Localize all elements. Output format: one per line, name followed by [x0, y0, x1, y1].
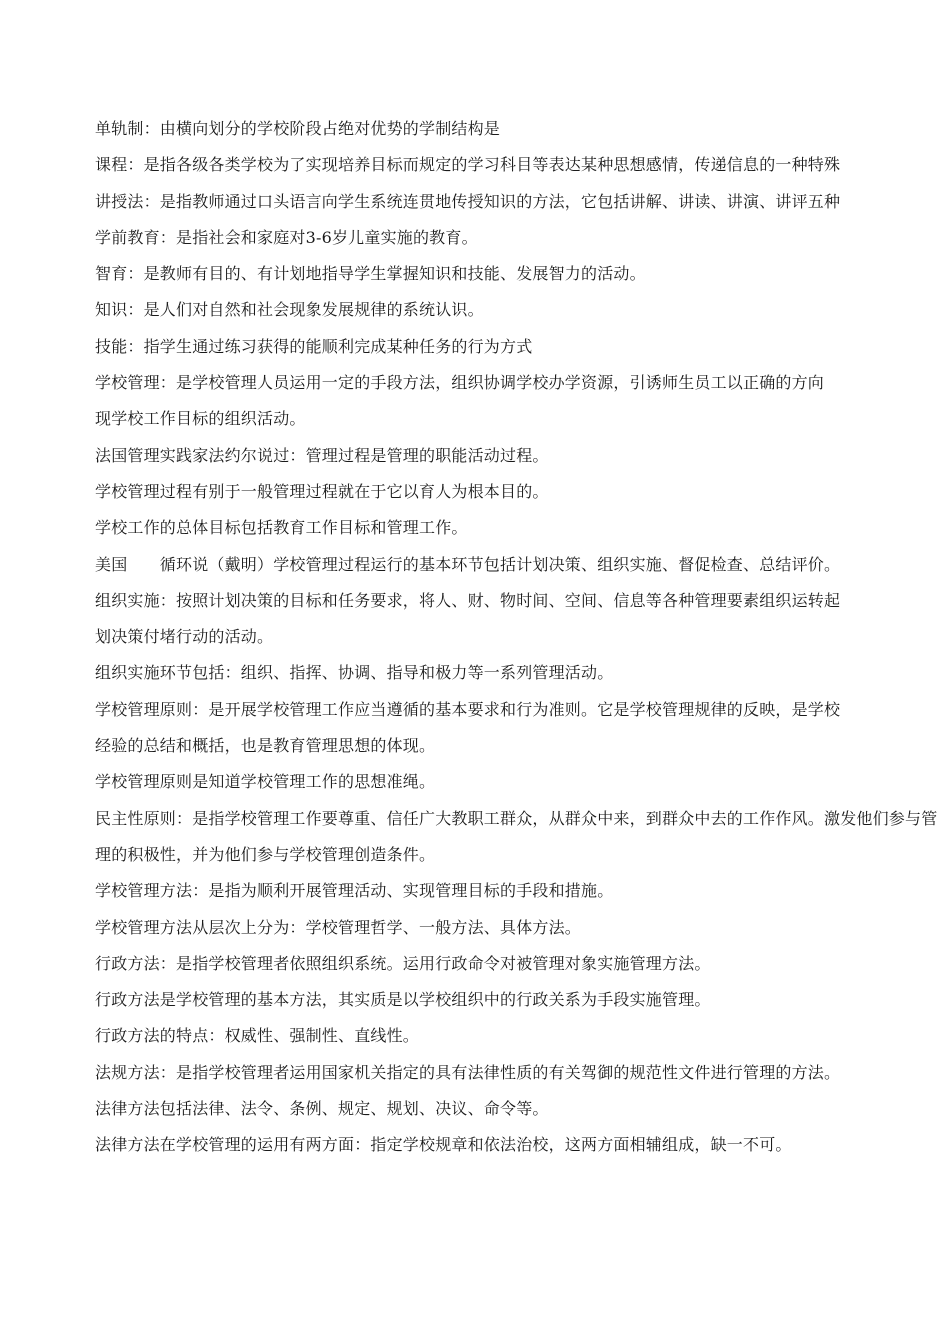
text-line: 技能：指学生通过练习获得的能顺利完成某种任务的行为方式: [95, 336, 533, 356]
text-line: 行政方法：是指学校管理者依照组织系统。运用行政命令对被管理对象实施管理方法。: [95, 953, 711, 973]
text-line: 法国管理实践家法约尔说过：管理过程是管理的职能活动过程。: [95, 445, 549, 465]
text-line: 智育：是教师有目的、有计划地指导学生掌握知识和技能、发展智力的活动。: [95, 264, 646, 284]
text-line: 行政方法是学校管理的基本方法，其实质是以学校组织中的行政关系为手段实施管理。: [95, 990, 711, 1010]
text-line: 法规方法：是指学校管理者运用国家机关指定的具有法律性质的有关驾御的规范性文件进行管理的方法。: [95, 1062, 841, 1082]
text-line: 学校管理：是学校管理人员运用一定的手段方法，组织协调学校办学资源，引诱师生员工以正确的方向: [95, 373, 825, 393]
text-line: 课程：是指各级各类学校为了实现培养目标而规定的学习科目等表达某种思想感情，传递信息的一种特殊: [95, 155, 841, 175]
text-line: 学校管理原则是知道学校管理工作的思想准绳。: [95, 772, 436, 792]
text-line: 学校管理过程有别于一般管理过程就在于它以育人为根本目的。: [95, 481, 549, 501]
text-line: 学前教育：是指社会和家庭对3-6岁儿童实施的教育。: [95, 227, 478, 247]
text-line: 法律方法包括法律、法令、条例、规定、规划、决议、命令等。: [95, 1099, 549, 1119]
text-line: 划决策付堵行动的活动。: [95, 627, 274, 647]
text-line: 讲授法：是指教师通过口头语言向学生系统连贯地传授知识的方法，它包括讲解、讲读、讲演、讲评五种: [95, 191, 841, 211]
text-line: 学校管理原则：是开展学校管理工作应当遵循的基本要求和行为准则。它是学校管理规律的反映，是学校: [95, 699, 841, 719]
document-body: [95, 119, 950, 1172]
text-line: 行政方法的特点：权威性、强制性、直线性。: [95, 1026, 420, 1046]
text-line: 现学校工作目标的组织活动。: [95, 409, 306, 429]
text-line: 知识：是人们对自然和社会现象发展规律的系统认识。: [95, 300, 484, 320]
text-line: 美国 循环说（戴明）学校管理过程运行的基本环节包括计划决策、组织实施、督促检查、总结评价。: [95, 554, 841, 574]
text-line: 学校管理方法从层次上分为：学校管理哲学、一般方法、具体方法。: [95, 917, 582, 937]
text-line: 组织实施：按照计划决策的目标和任务要求，将人、财、物时间、空间、信息等各种管理要素组织运转起: [95, 590, 841, 610]
text-line: 学校管理方法：是指为顺利开展管理活动、实现管理目标的手段和措施。: [95, 881, 614, 901]
text-line: 单轨制：由横向划分的学校阶段占绝对优势的学制结构是: [95, 119, 501, 138]
text-line: 学校工作的总体目标包括教育工作目标和管理工作。: [95, 518, 468, 538]
text-line: 民主性原则：是指学校管理工作要尊重、信任广大教职工群众，从群众中来，到群众中去的工作作风。激发他们参与管: [95, 808, 938, 828]
text-line: 组织实施环节包括：组织、指挥、协调、指导和极力等一系列管理活动。: [95, 663, 614, 683]
text-line: 理的积极性，并为他们参与学校管理创造条件。: [95, 844, 436, 864]
text-line: 法律方法在学校管理的运用有两方面：指定学校规章和依法治校，这两方面相辅组成，缺一不可。: [95, 1135, 792, 1155]
text-line: 经验的总结和概括，也是教育管理思想的体现。: [95, 736, 436, 756]
